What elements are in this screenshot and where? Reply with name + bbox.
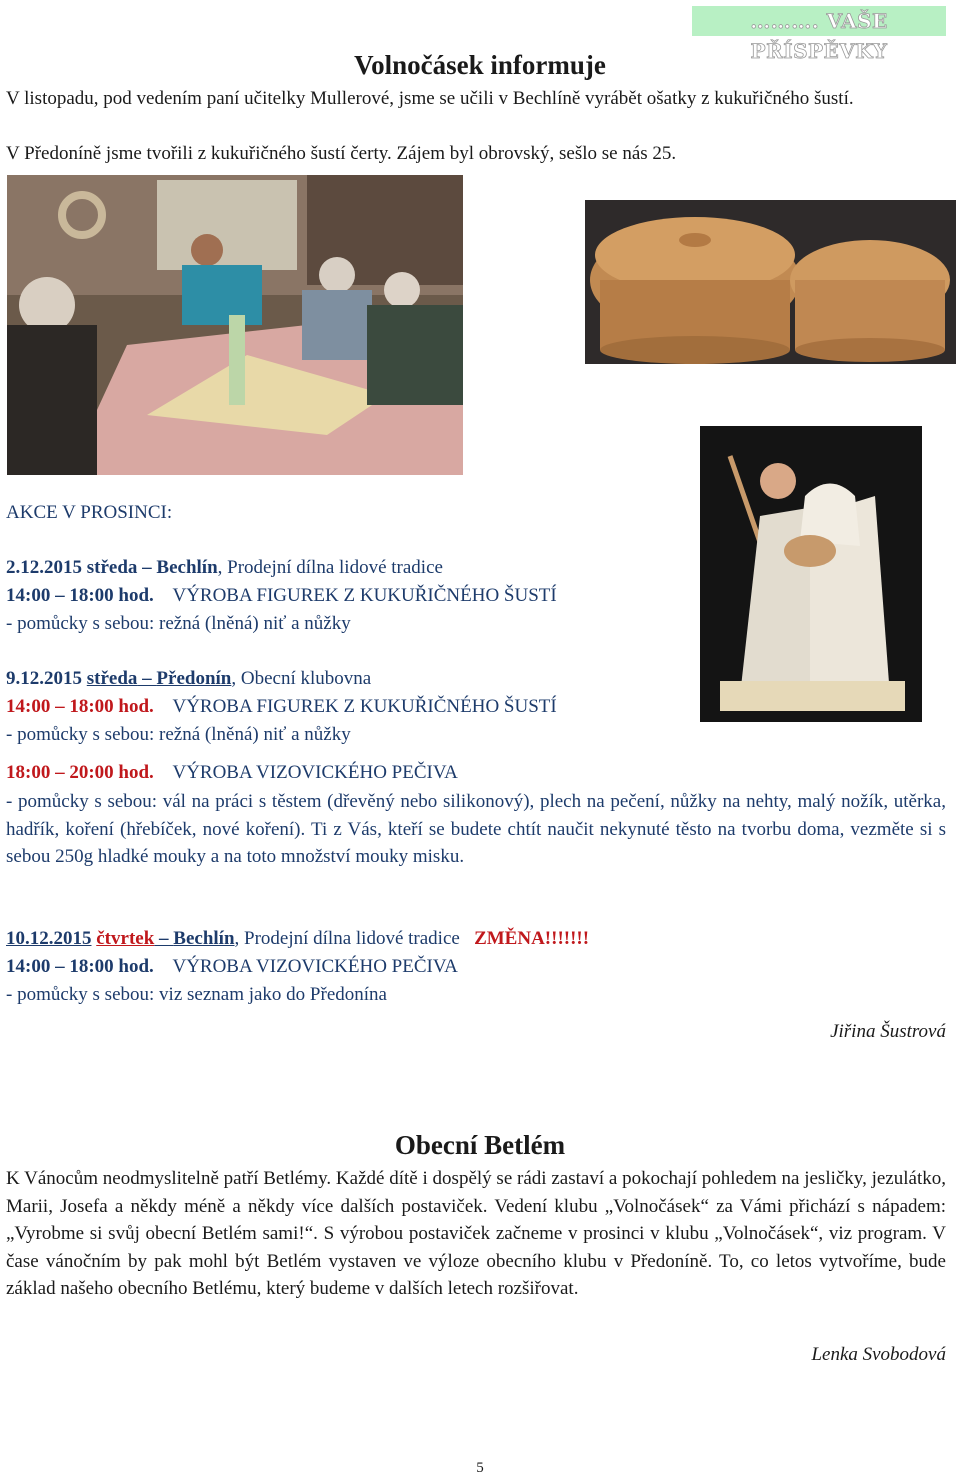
event3-date: 10.12.2015	[6, 928, 92, 949]
article2-signature: Lenka Svobodová	[811, 1344, 946, 1365]
corn-husk-figures-photo	[700, 426, 922, 722]
event2-time1: 14:00 – 18:00 hod.	[6, 696, 154, 717]
event2-header	[6, 668, 371, 690]
event3-time: 14:00 – 18:00 hod.	[6, 956, 154, 977]
event2-desc: , Obecní klubovna	[231, 668, 372, 689]
event2-place: Předonín	[156, 668, 232, 689]
event2-dash: –	[137, 668, 157, 689]
event3-dash: –	[154, 928, 174, 949]
event3-items: - pomůcky s sebou: viz seznam jako do Předonína	[6, 984, 387, 1005]
event1-place: Bechlín	[156, 557, 218, 578]
event2-time1-row	[6, 696, 557, 718]
event2-time2: 18:00 – 20:00 hod.	[6, 762, 154, 783]
section-badge: ………. VAŠE PŘÍSPĚVKY	[692, 6, 946, 36]
event3-header	[6, 928, 589, 950]
workshop-photo	[7, 175, 463, 475]
event2-items1: - pomůcky s sebou: režná (lněná) niť a nůžky	[6, 724, 351, 745]
event2-day: středa	[86, 668, 138, 689]
event1-day: středa	[86, 557, 138, 578]
event3-change-notice: ZMĚNA!!!!!!!	[474, 928, 590, 949]
article1-signature: Jiřina Šustrová	[830, 1021, 946, 1042]
event3-activity: VÝROBA VIZOVICKÉHO PEČIVA	[172, 956, 458, 977]
event3-day: čtvrtek	[96, 928, 155, 949]
event1-time: 14:00 – 18:00 hod.	[6, 585, 154, 606]
page-number: 5	[476, 1460, 484, 1476]
events-heading: AKCE V PROSINCI:	[6, 502, 173, 523]
event1-items: - pomůcky s sebou: režná (lněná) niť a nůžky	[6, 613, 351, 634]
event2-time2-row	[6, 762, 458, 784]
event2-activity2: VÝROBA VIZOVICKÉHO PEČIVA	[172, 762, 458, 783]
baskets-photo	[585, 200, 956, 364]
intro-paragraph-1: V listopadu, pod vedením paní učitelky Mullerové, jsme se učili v Bechlíně vyrábět ošatky z kukuřičného šustí.	[6, 88, 854, 109]
event1-header	[6, 557, 443, 579]
event1-desc: , Prodejní dílna lidové tradice	[217, 557, 443, 578]
betlem-body: K Vánocům neodmyslitelně patří Betlémy. Každé dítě i dospělý se rádi zastaví a pokochají pohledem na jesličky, jezulátko, Marii, Josefa a někdy méně a někdy více dalších postaviček. Vedení klubu „Volnočásek“ za Vámi přichází s nápadem: „Vyrobme si svůj obecní Betlém sami!“. S výrobou postaviček začneme v prosinci v klubu „Volnočásek“, viz program. V čase vánočním by pak mohl být Betlém vystaven ve výloze obecního klubu v Předoníně. To, co letos vytvoříme, bude základ našeho obecního Betlému, který budeme v dalších letech rozšiřovat.	[6, 1168, 946, 1300]
event3-place: Bechlín	[173, 928, 235, 949]
article-title-volnocasek: Volnočásek informuje	[354, 50, 606, 80]
article-title-betlem: Obecní Betlém	[394, 1130, 566, 1160]
event1-date: 2.12.2015	[6, 557, 82, 578]
event1-time-row	[6, 585, 557, 607]
event2-date: 9.12.2015	[6, 668, 82, 689]
event2-items2: - pomůcky s sebou: vál na práci s těstem (dřevěný nebo silikonový), plech na pečení, nůžky na nehty, malý nožík, utěrka, hadřík, koření (hřebíček, nové koření). Ti z Vás, kteří se budete chtít naučit nekynuté těsto na tvorbu doma, vezměte si s sebou 250g hladké mouky a na toto množství mouky misku.	[6, 791, 946, 868]
event3-time-row	[6, 956, 458, 978]
event1-activity: VÝROBA FIGUREK Z KUKUŘIČNÉHO ŠUSTÍ	[172, 585, 557, 606]
event1-dash: –	[137, 557, 157, 578]
event2-activity1: VÝROBA FIGUREK Z KUKUŘIČNÉHO ŠUSTÍ	[172, 696, 557, 717]
event3-desc: , Prodejní dílna lidové tradice	[234, 928, 460, 949]
intro-paragraph-2: V Předoníně jsme tvořili z kukuřičného šustí čerty. Zájem byl obrovský, sešlo se nás 25.	[6, 143, 677, 164]
